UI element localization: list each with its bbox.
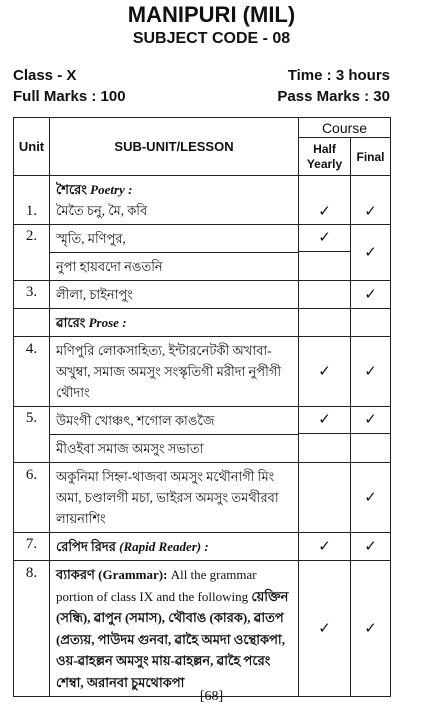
table-row xyxy=(14,281,391,309)
syllabus-table xyxy=(13,117,391,697)
final-tick: ✓ xyxy=(351,533,391,561)
final-tick: ✓ xyxy=(351,281,391,309)
unit-number: 4. xyxy=(25,341,38,357)
lesson-text: লীলা, চাইনাপুং xyxy=(50,281,299,309)
final-tick: ✓ xyxy=(351,463,391,533)
sub-unit-header: SUB-UNIT/LESSON xyxy=(50,118,299,176)
unit-number: 5. xyxy=(25,410,38,426)
rapid-reader-label: রেপিদ রিদর xyxy=(56,539,116,554)
unit-number: 6. xyxy=(25,467,38,483)
unit-number: 3. xyxy=(25,284,38,300)
lesson-text: নুপা হায়বদো নঙতনি xyxy=(56,259,163,274)
prose-label-en: Prose : xyxy=(88,315,127,330)
lesson-text: য়েক্তিন (সন্ধি), ৱাপুন (সমাস), থৌবাঙ (কারক), ৱাতপ (প্রত্যয়, পাউদম গুনবা, ৱাহৈ অমদা ওন্থোকপা, ওয়-ৱাহল্লন অমসুং মায়-ৱাহল্লন, ৱাহৈ পরেং শেম্বা, অরানবা চুমথোকপা xyxy=(56,588,289,690)
table-row xyxy=(14,561,391,697)
lesson-text: উমংগী খোঞ্চৎ, শগোল কাঙজৈ xyxy=(50,407,298,435)
half-yearly-tick: ✓ xyxy=(299,561,351,697)
table-row xyxy=(14,309,391,337)
final-tick: ✓ xyxy=(351,407,390,434)
course-header: Course xyxy=(299,118,391,138)
poetry-label: শৈরেং xyxy=(56,182,87,197)
subject-code: SUBJECT CODE - 08 xyxy=(132,30,291,47)
poetry-label-en: Poetry : xyxy=(90,182,133,197)
half-yearly-tick: ✓ xyxy=(299,533,351,561)
final-tick: ✓ xyxy=(351,225,391,281)
rapid-reader-label-en: (Rapid Reader) : xyxy=(119,539,209,554)
unit-number: 1. xyxy=(25,203,38,219)
grammar-label: ব্যাকরণ (Grammar): xyxy=(56,567,168,582)
table-row xyxy=(14,225,391,281)
table-row xyxy=(14,463,391,533)
table-row xyxy=(14,533,391,561)
lesson-text: All the grammar portion of class IX and the following xyxy=(56,567,257,604)
unit-number: 2. xyxy=(25,228,38,244)
unit-number: 8. xyxy=(25,565,38,581)
table-row xyxy=(14,176,391,225)
half-yearly-tick: ✓ xyxy=(299,176,351,225)
table-row xyxy=(14,337,391,407)
full-marks-label: Full Marks : 100 xyxy=(13,88,126,105)
table-row xyxy=(14,407,391,463)
class-label: Class - X xyxy=(13,67,77,84)
lesson-text: মীওইবা সমাজ অমসুং সভাতা xyxy=(56,441,204,456)
lesson-text: অকুনিমা সিহ্না-থাজবা অমসুং মথৌনাগী মিং অমা, চণ্ডালগী মচা, ভাইরস অমসুং তমথীরবা লায়নাশিং xyxy=(50,463,299,533)
final-tick: ✓ xyxy=(351,561,391,697)
half-yearly-tick: ✓ xyxy=(299,225,350,252)
lesson-text: মৈতৈ চনু, মৈ, কবি xyxy=(56,203,148,218)
unit-number: 7. xyxy=(25,536,38,552)
final-header: Final xyxy=(351,138,391,176)
lesson-text: স্মৃতি, মণিপুর, xyxy=(50,225,298,253)
prose-label: ৱারেং xyxy=(56,315,86,330)
half-yearly-tick: ✓ xyxy=(299,407,350,434)
unit-header: Unit xyxy=(14,118,50,176)
pass-marks-label: Pass Marks : 30 xyxy=(277,88,390,105)
time-label: Time : 3 hours xyxy=(287,67,390,84)
half-yearly-tick: ✓ xyxy=(299,337,351,407)
page-number: [68] xyxy=(199,689,224,704)
page-title: MANIPURI (MIL) xyxy=(127,2,296,27)
lesson-text: মণিপুরি লোকসাহিত্য, ইন্টারনেটকী অখাবা- অখুম্বা, সমাজ অমসুং সংস্কৃতিগী মরীদা নুপীগী থৌদাং xyxy=(50,337,299,407)
final-tick: ✓ xyxy=(351,337,391,407)
half-yearly-header: Half Yearly xyxy=(299,138,351,176)
final-tick: ✓ xyxy=(351,176,391,225)
